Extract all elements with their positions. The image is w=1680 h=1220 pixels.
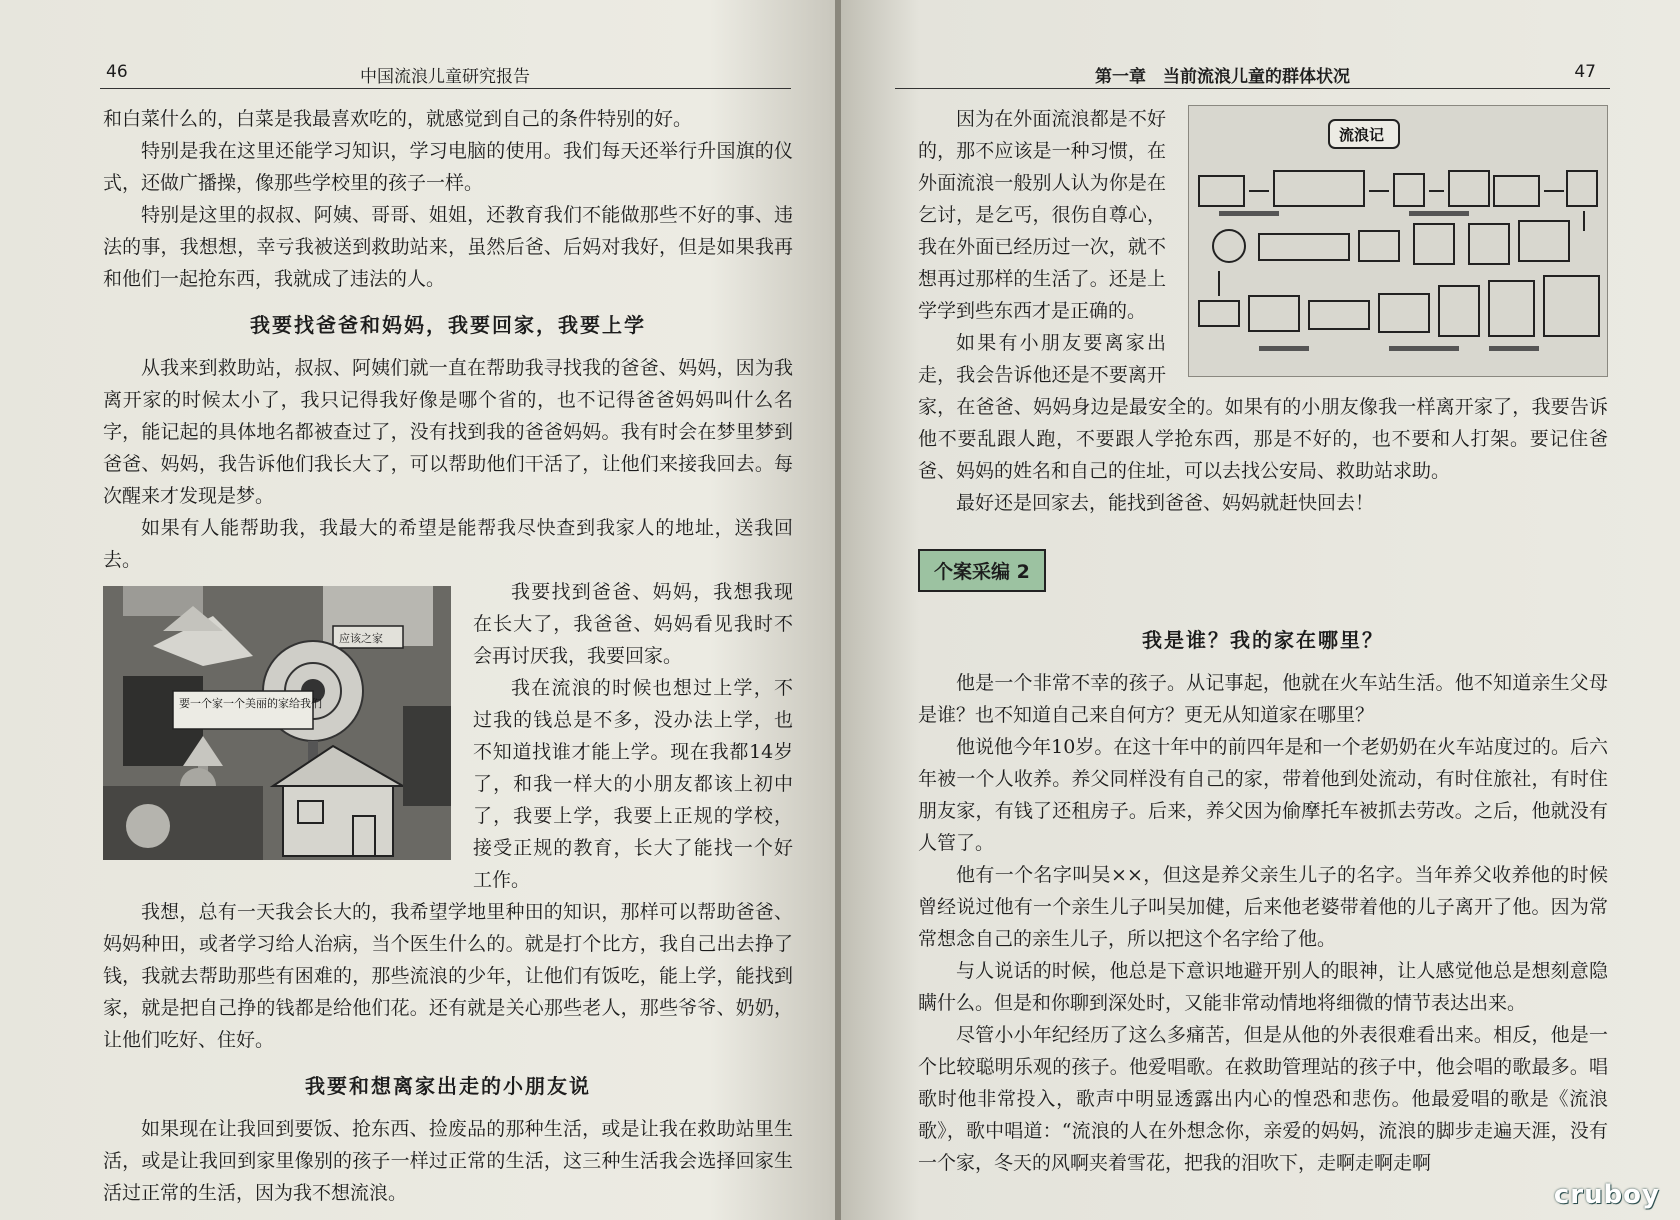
paragraph: 我想，总有一天我会长大的，我希望学地里种田的知识，那样可以帮助爸爸、妈妈种田，或者学习给人治病，当个医生什么的。就是打个比方，我自己出去挣了钱，我就去帮助那些有困难的，那些流浪的少年，让他们有饭吃，能上学，能找到家，就是把自己挣的钱都是给他们花。还有就是关心那些老人，那些爷爷、奶奶，让他们吃好、住好。: [103, 901, 793, 1051]
paragraph: 他说他今年10岁。在这十年中的前四年是和一个老奶奶在火车站度过的。后六年被一个人收养。养父同样没有自己的家，带着他到处流动，有时住旅社，有时住朋友家，有钱了还租房子。后来，养父因为偷摩托车被抓去劳改。之后，他就没有人管了。: [918, 736, 1608, 854]
photo-note-label-2: 应该之家: [339, 632, 383, 645]
photo-note-label-1: 要一个家一个美丽的家给我们: [179, 697, 322, 710]
drawing-illustration: [1189, 106, 1607, 376]
paragraph: 他是一个非常不幸的孩子。从记事起，他就在火车站生活。他不知道亲生父母是谁？也不知道自己来自何方？更无从知道家在哪里？: [918, 672, 1608, 726]
paragraph: 特别是我在这里还能学习知识，学习电脑的使用。我们每天还举行升国旗的仪式，还做广播操，像那些学校里的孩子一样。: [103, 140, 793, 194]
artwork-illustration: [103, 586, 451, 860]
right-running-title: 第一章 当前流浪儿童的群体状况: [1095, 67, 1350, 87]
paragraph: 特别是这里的叔叔、阿姨、哥哥、姐姐，还教育我们不能做那些不好的事、违法的事，我想想，幸亏我被送到救助站来，虽然后爸、后妈对我好，但是如果我再和他们一起抢东西，我就成了违法的人。: [103, 204, 793, 290]
paragraph: 从我来到救助站，叔叔、阿姨们就一直在帮助我寻找我的爸爸、妈妈，因为我离开家的时候太小了，我只记得我好像是哪个省的，也不记得爸爸妈妈叫什么名字，能记起的具体地名都被查过了，没有找到我的爸爸妈妈。我有时会在梦里梦到爸爸、妈妈，我告诉他们我长大了，可以帮助他们干活了，让他们来接我回去。每次醒来才发现是梦。: [103, 357, 793, 507]
paragraph: 尽管小小年纪经历了这么多痛苦，但是从他的外表很难看出来。相反，他是一个比较聪明乐观的孩子。他爱唱歌。在救助管理站的孩子中，他会唱的歌最多。唱歌时他非常投入，歌声中明显透露出内心的惶恐和悲伤。他最爱唱的歌是《流浪歌》，歌中唱道：“流浪的人在外想念你，亲爱的妈妈，流浪的脚步走遍天涯，没有一个家，冬天的风啊夹着雪花，把我的泪吹下，走啊走啊走啊: [918, 1024, 1608, 1174]
right-page-number: 47: [1574, 62, 1596, 82]
right-header: [895, 56, 1610, 89]
section-heading: 我要找爸爸和妈妈，我要回家，我要上学: [250, 313, 646, 337]
photo-wrap-block: [103, 576, 793, 896]
watermark: cruboy: [1553, 1180, 1660, 1210]
paragraph: 因为在外面流浪都是不好的，那不应该是一种习惯，在外面流浪一般别人认为你是在乞讨，是乞丐，很伤自尊心，我在外面已经历过一次，就不想再过那样的生活了。还是上学学到些东西才是正确的。: [918, 108, 1166, 322]
paragraph: 如果有人能帮助我，我最大的希望是能帮我尽快查到我家人的地址，送我回去。: [103, 517, 793, 571]
paragraph: 如果有小朋友要离家出走，我会告诉他还是不要离开家，在爸爸、妈妈身边是最安全的。如果有的小朋友像我一样离开家了，我要告诉他不要乱跟人跑，不要跟人学抢东西，那是不好的，也不要和人打架。要记住爸爸、妈妈的姓名和自己的住址，可以去找公安局、救助站求助。: [918, 332, 1608, 482]
paragraph: 我在流浪的时候也想过上学，不过我的钱总是不多，没办法上学，也不知道找谁才能上学。现在我都14岁了，和我一样大的小朋友都该上初中了，我要上学，我要上正规的学校，接受正规的教育，长大了能找一个好工作。: [473, 677, 793, 891]
paragraph: 他有一个名字叫吴××，但这是养父亲生儿子的名字。当年养父收养他的时候曾经说过他有一个亲生儿子叫吴加健，后来他老婆带着他的儿子离开了他。因为常常想念自己的亲生儿子，所以把这个名字给了他。: [918, 864, 1608, 950]
left-page-number: 46: [106, 62, 128, 82]
book-gutter: [835, 0, 841, 1220]
case-label-box: 个案采编 2: [918, 549, 1046, 592]
left-running-title: 中国流浪儿童研究报告: [360, 67, 530, 87]
paragraph: 最好还是回家去，能找到爸爸、妈妈就赶快回去！: [956, 492, 1375, 514]
paragraph: 和白菜什么的，白菜是我最喜欢吃的，就感觉到自己的条件特别的好。: [103, 108, 693, 130]
left-text-column: [103, 103, 793, 1209]
drawing-wrap-block: [918, 103, 1608, 487]
paragraph: 与人说话的时候，他总是下意识地避开别人的眼神，让人感觉他总是想刻意隐瞒什么。但是和你聊到深处时，又能非常动情地将细微的情节表达出来。: [918, 960, 1608, 1014]
right-text-column: [918, 103, 1608, 1179]
paragraph: 如果现在让我回到要饭、抢东西、捡废品的那种生活，或是让我在救助站里生活，或是让我回到家里像别的孩子一样过正常的生活，这三种生活我会选择回家生活过正常的生活，因为我不想流浪。: [103, 1118, 793, 1204]
left-page: [0, 0, 835, 1220]
section-heading: 我要和想离家出走的小朋友说: [305, 1074, 591, 1098]
drawing-title: 流浪记: [1339, 126, 1385, 144]
children-artwork-photo: [103, 586, 451, 860]
case-heading: 我是谁？我的家在哪里？: [1142, 628, 1384, 652]
right-page: [835, 0, 1680, 1220]
wandering-story-drawing: [1188, 105, 1608, 377]
left-header: [100, 56, 791, 89]
paragraph: 我要找到爸爸、妈妈，我想我现在长大了，我爸爸、妈妈看见我时不会再讨厌我，我要回家。: [473, 581, 793, 667]
